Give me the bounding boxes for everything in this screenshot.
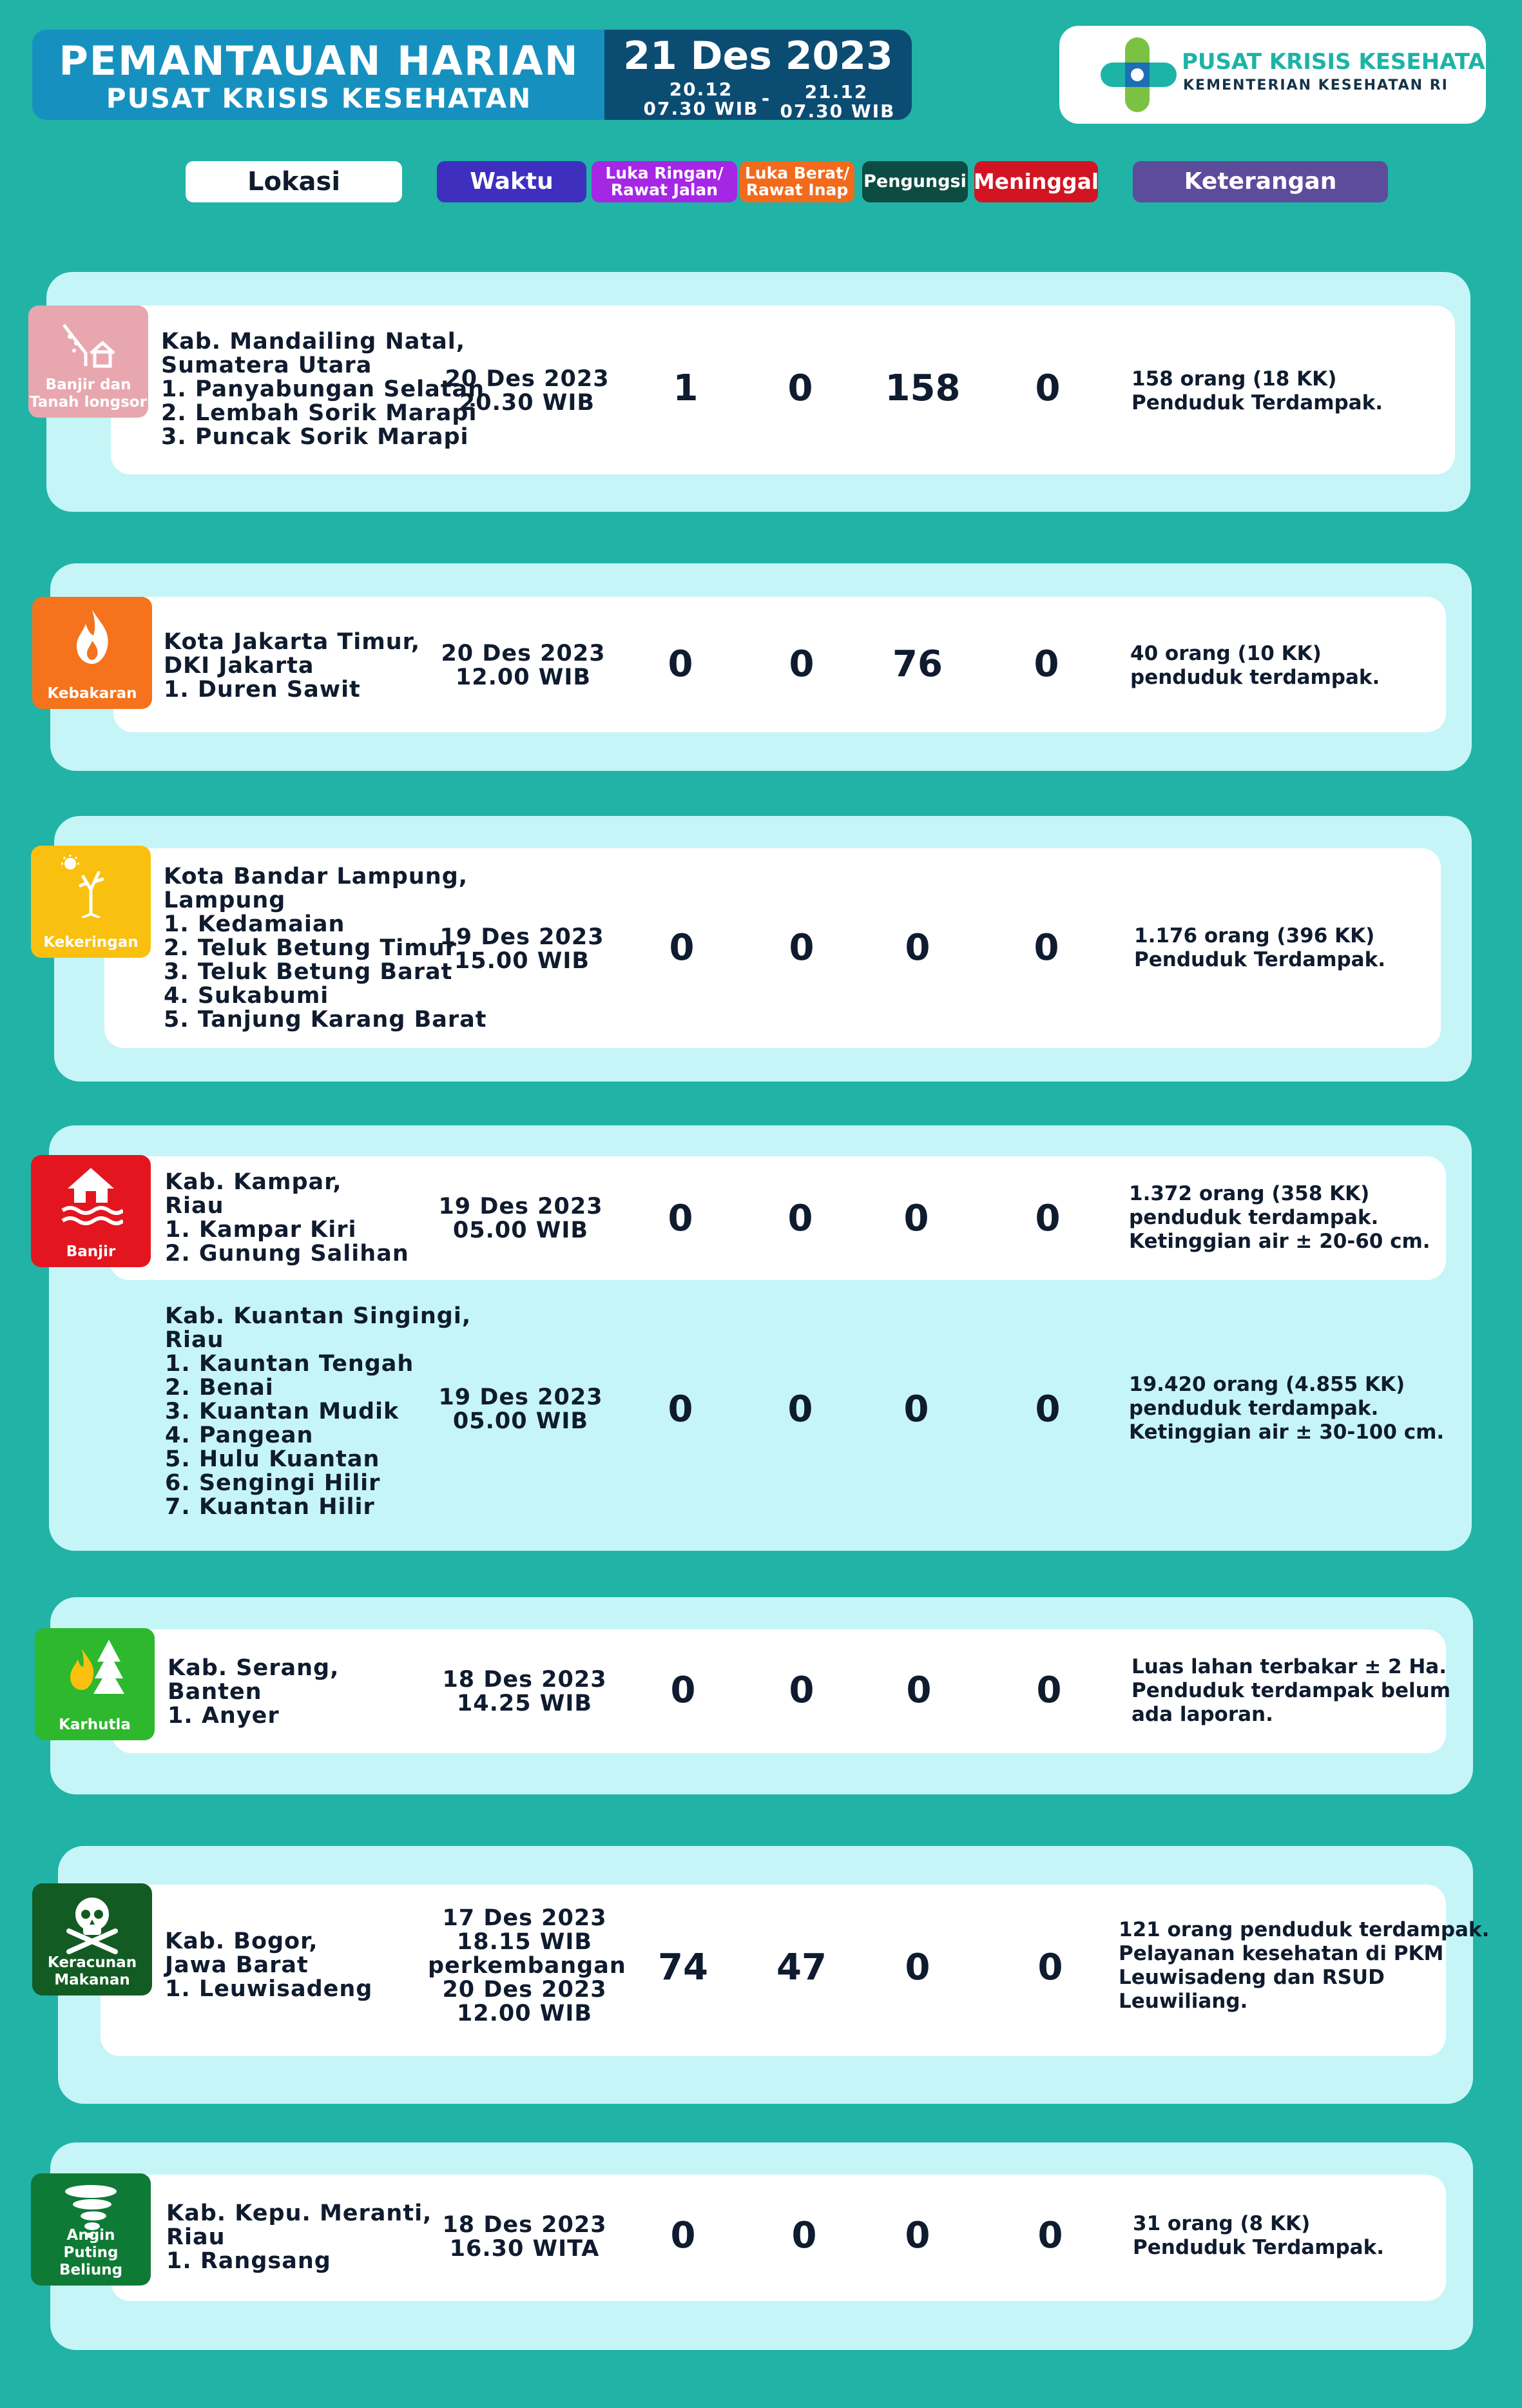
- column-header-deaths: Meninggal: [974, 161, 1098, 202]
- serious-injury-count: 0: [787, 1198, 813, 1239]
- location-text: Kab. Kampar, Riau 1. Kampar Kiri 2. Gunung Salihan: [165, 1169, 409, 1267]
- time-text: 18 Des 2023 14.25 WIB: [442, 1667, 607, 1716]
- evacuee-count: 0: [903, 1388, 929, 1430]
- header-banner: [32, 30, 912, 120]
- minor-injury-count: 74: [658, 1947, 708, 1988]
- event-type-badge: [31, 1155, 151, 1267]
- location-text: Kota Jakarta Timur, DKI Jakarta 1. Duren Sawit: [164, 629, 421, 703]
- range-end-time: 07.30 WIB: [780, 101, 896, 120]
- location-text: Kota Bandar Lampung, Lampung 1. Kedamaian 2. Teluk Betung Timur 3. Teluk Betung Barat 4. Sukabumi 5. Tanjung Karang Barat: [164, 864, 487, 1033]
- death-count: 0: [1035, 1198, 1061, 1239]
- organization-logo: [1059, 26, 1504, 124]
- notes-text: 40 orang (10 KK) penduduk terdampak.: [1130, 642, 1380, 689]
- range-end-date: 21.12: [804, 81, 869, 102]
- column-header-location: Lokasi: [186, 161, 402, 202]
- serious-injury-count: 0: [789, 1669, 814, 1711]
- logo-name: PUSAT KRISIS KESEHATAN: [1182, 49, 1504, 75]
- location-text: Kab. Serang, Banten 1. Anyer: [168, 1655, 340, 1729]
- notes-text: 31 orang (8 KK) Penduduk Terdampak.: [1133, 2212, 1384, 2259]
- range-start-time: 07.30 WIB: [643, 98, 759, 119]
- location-text: Kab. Mandailing Natal, Sumatera Utara 1. Panyabungan Selatan 2. Lembah Sorik Marapi 3. Puncak Sorik Marapi: [161, 329, 485, 450]
- event-type-badge: [35, 1628, 155, 1740]
- evacuee-count: 158: [885, 367, 961, 409]
- time-text: 19 Des 2023 05.00 WIB: [438, 1194, 603, 1243]
- notes-text: 1.372 orang (358 KK) penduduk terdampak. Ketinggian air ± 20-60 cm.: [1129, 1182, 1430, 1253]
- death-count: 0: [1034, 927, 1059, 969]
- column-header-minor-injury: Luka Ringan/ Rawat Jalan: [592, 161, 737, 202]
- page-title: PEMANTAUAN HARIAN: [59, 37, 579, 84]
- event-type-badge: [28, 306, 148, 418]
- time-text: 20 Des 2023 20.30 WIB: [445, 366, 610, 416]
- evacuee-count: 0: [905, 2215, 930, 2257]
- event-type-label: Banjir dan Tanah longsor: [30, 376, 147, 411]
- event-type-badge: [31, 846, 151, 958]
- serious-injury-count: 0: [789, 643, 814, 685]
- notes-text: Luas lahan terbakar ± 2 Ha. Penduduk terdampak belum ada laporan.: [1132, 1655, 1451, 1726]
- drought-icon: [59, 853, 123, 918]
- serious-injury-count: 0: [787, 367, 813, 409]
- minor-injury-count: 0: [670, 2215, 696, 2257]
- event-type-label: Angin Puting Beliung: [59, 2227, 123, 2278]
- time-text: 20 Des 2023 12.00 WIB: [441, 641, 606, 690]
- forest-fire-icon: [63, 1636, 127, 1700]
- location-text: Kab. Kepu. Meranti, Riau 1. Rangsang: [166, 2200, 432, 2274]
- skull-crossbones-icon: [60, 1891, 124, 1956]
- page-subtitle: PUSAT KRISIS KESEHATAN: [106, 83, 532, 114]
- event-type-label: Banjir: [66, 1243, 116, 1260]
- event-type-label: Keracunan Makanan: [47, 1954, 137, 1988]
- minor-injury-count: 0: [668, 1388, 693, 1430]
- logo-ministry: KEMENTERIAN KESEHATAN RI: [1183, 77, 1449, 93]
- report-date: 21 Des 2023: [623, 34, 893, 79]
- location-text: Kab. Bogor, Jawa Barat 1. Leuwisadeng: [165, 1928, 373, 2002]
- range-start-date: 20.12: [669, 79, 733, 100]
- death-count: 0: [1034, 643, 1059, 685]
- event-type-badge: [32, 597, 152, 709]
- death-count: 0: [1037, 2215, 1063, 2257]
- evacuee-count: 0: [903, 1198, 929, 1239]
- evacuee-count: 0: [906, 1669, 932, 1711]
- serious-injury-count: 0: [787, 1388, 813, 1430]
- evacuee-count: 0: [905, 1947, 930, 1988]
- minor-injury-count: 0: [668, 1198, 693, 1239]
- event-type-badge: [32, 1883, 152, 1995]
- serious-injury-count: 0: [791, 2215, 817, 2257]
- time-text: 18 Des 2023 16.30 WITA: [442, 2212, 607, 2262]
- minor-injury-count: 0: [669, 927, 695, 969]
- column-header-time: Waktu: [437, 161, 586, 202]
- landslide-icon: [56, 313, 120, 378]
- minor-injury-count: 1: [673, 367, 698, 409]
- fire-icon: [60, 605, 124, 669]
- notes-text: 1.176 orang (396 KK) Penduduk Terdampak.: [1134, 924, 1385, 971]
- column-header-evacuees: Pengungsi: [862, 161, 968, 202]
- minor-injury-count: 0: [670, 1669, 696, 1711]
- event-type-badge: [31, 2173, 151, 2286]
- evacuee-count: 0: [905, 927, 930, 969]
- column-header-serious-injury: Luka Berat/ Rawat Inap: [740, 161, 854, 202]
- range-separator: -: [761, 88, 771, 110]
- serious-injury-count: 47: [776, 1947, 827, 1988]
- time-text: 19 Des 2023 15.00 WIB: [439, 924, 604, 974]
- notes-text: 121 orang penduduk terdampak. Pelayanan kesehatan di PKM Leuwisadeng dan RSUD Leuwiliang.: [1119, 1918, 1490, 2013]
- event-type-label: Kebakaran: [47, 685, 137, 702]
- flood-icon: [59, 1163, 123, 1227]
- event-type-label: Karhutla: [59, 1716, 131, 1733]
- event-type-label: Kekeringan: [43, 934, 139, 951]
- death-count: 0: [1035, 367, 1061, 409]
- evacuee-count: 76: [892, 643, 943, 685]
- serious-injury-count: 0: [789, 927, 814, 969]
- health-cross-logo-icon: [1097, 35, 1180, 115]
- death-count: 0: [1035, 1388, 1061, 1430]
- column-header-notes: Keterangan: [1133, 161, 1388, 202]
- notes-text: 158 orang (18 KK) Penduduk Terdampak.: [1132, 367, 1383, 414]
- death-count: 0: [1036, 1669, 1062, 1711]
- time-text: 17 Des 2023 18.15 WIB perkembangan 20 Des 2023 12.00 WIB: [428, 1905, 626, 2026]
- death-count: 0: [1037, 1947, 1063, 1988]
- minor-injury-count: 0: [668, 643, 693, 685]
- date-panel: [604, 30, 912, 120]
- location-text: Kab. Kuantan Singingi, Riau 1. Kauntan Tengah 2. Benai 3. Kuantan Mudik 4. Pangean 5. Hulu Kuantan 6. Sengingi Hilir 7. Kuantan Hilir: [165, 1303, 472, 1520]
- notes-text: 19.420 orang (4.855 KK) penduduk terdampak. Ketinggian air ± 30-100 cm.: [1129, 1373, 1445, 1444]
- time-text: 19 Des 2023 05.00 WIB: [438, 1384, 603, 1434]
